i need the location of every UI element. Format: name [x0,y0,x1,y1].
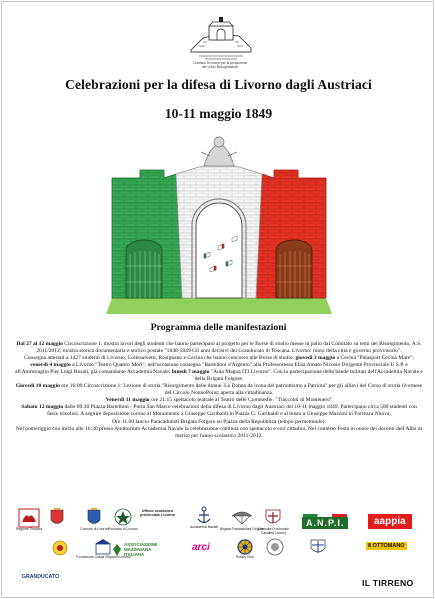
sponsor-ufficio-scolastico [140,510,175,518]
rotary-wheel-icon [236,538,254,556]
sponsor-ottomano [366,542,407,550]
sponsor-aappia [368,514,412,529]
sponsor-label [124,542,157,557]
sponsor-provincia-livorno [108,508,138,532]
sponsor-shield [310,538,326,556]
program-body [15,341,423,440]
sponsor-provincia [266,538,284,556]
program-text: ore 16:00 Circoscrizione 1: Lezione di storia "Risorgimento delle donne. La Donna da icona del patriottismo a Patriota" per gli allievi del Corso di storia livornese del Circolo NonnoPoint; aperta alla cittadinanza. [59,383,423,397]
sponsor-arci [192,542,210,553]
program-text: dalle 09:30 Piazza Bartelloni - Porta San Marco celebrazioni della difesa di Livorno dagli Austriaci del 10-11 maggio 1849. Partecipano circa 500 studenti con fasce tricolori. A seguire deposizione corone al Monumento a Giuseppe Garibaldi in Piazza G. Garibaldi e al busto a Giuseppe Mazzini in Fortezza Nuova. [47,404,417,418]
program-date: venerdì 4 maggio [30,362,71,369]
program-date: lunedì 7 maggio [171,369,210,376]
sponsor-regione-toscana [16,508,42,532]
circle-emblem-icon [52,540,68,556]
committee-logo-icon [189,16,253,62]
sponsor-consulta [258,508,289,536]
program-text: a Livorno "Teatro Quattro Mori", nell'occasione consegna "Bartelloni d'Argento" alla Professoressa Elisa Amato Nicosia Dirigente Provinciale U.S.P. e all'Ammiraglio Pier Luigi Rosati, già comandante Accademia Navale; [15,362,408,376]
sponsor-accademia-navale [190,506,218,530]
il-tirreno-logo: IL TIRRENO [362,578,414,588]
program-paragraph [15,419,423,426]
sponsor-label: Provincia di Livorno [108,527,138,531]
coat-of-arms-icon [50,508,64,528]
sponsor-label: Consulta Provinciale [258,527,289,531]
program-date: Dal 27 al 12 maggio [16,341,63,347]
sponsor-circoscrizione [52,540,68,556]
sponsor-label: Comune di Livorno [80,527,109,531]
program-text: ore 21:15 spettacolo teatrale al Teatro delle Commedie: "Tracconti di Montenero" [149,397,333,404]
page-title: Celebrazioni per la difesa di Livorno dagli Austriaci [65,77,372,92]
program-text: Nel pomeriggio con inizio alle 16:30 presso Auditorium Accademia Navale la celebrazione continua con spettacolo e cori cittadini. Nel contesto Festa in onore dei docenti dell'Albo di merito per l'anno scolastico 2011-2012. [15,425,423,439]
sponsor-mazziniana [112,542,157,557]
ottomano-logo: 8 OTTOMANO [368,543,405,549]
sponsor-label: provinciale Livorno [140,512,176,517]
program-text: "Aula Magna ITI Livorno". Con la partecipazione delle bande militari dell'Accademia Navale e della Brigata Folgore. [194,369,423,383]
program-paragraph [15,426,423,440]
sponsor-rotary [236,538,254,560]
program-date: Venerdì 11 maggio [105,397,150,404]
crest-icon [264,508,282,528]
program-heading: Programma delle manifestazioni [150,322,287,333]
tricolor-gate-illustration [106,134,332,314]
program-text: Circoscrizione 1: mostra lavori degli studenti che hanno partecipato al progetto per le Borse di studio messe in palio dal Comitato su temi del Risorgimento, A.S. 2011/2012; mostra storica documentaria e storico postale "1848-1849 Gli anni decisivi del Granducato di Toscana. Livorno: ruolo della città e governo provvisorio". [36,341,422,355]
ass-line: ASSOCIAZIONE [124,542,158,547]
logo-caption: Comitato livornese per la promozione dei valori Risorgimentali [192,61,248,70]
program-paragraph [15,355,423,383]
sponsor-label: Rotary Club [236,555,254,559]
foundation-icon [94,538,112,556]
sponsor-label: Cavalieri Livorno [260,530,287,535]
shield-icon [310,538,326,556]
ass-line: ITALIANA [124,552,145,557]
program-paragraph [15,383,423,397]
arci-logo: arci [192,542,210,553]
star-emblem-icon [114,508,132,528]
sponsor-label: Fondazione Cassa Risparmi Livorno [76,555,131,559]
poster [1,1,434,598]
ass-line: MAZZINIANA [124,547,152,552]
sponsor-label: Accademia Navale [190,525,219,529]
event-dates: 10-11 maggio 1849 [164,106,273,121]
program-text: Consegna attestati a 1427 studenti di Livorno, Collesalvetti, Rosignano e Cecina che hanno concorso alle Borse di studio: [24,355,296,362]
sponsor-anpi [302,514,348,529]
sponsor-label: Regione Toscana [16,527,43,531]
program-date: Giovedì 10 maggio [15,383,60,390]
anchor-icon [196,506,212,526]
sponsor-comune-livorno-2 [80,508,108,532]
program-date: giovedì 3 maggio [295,355,336,362]
sponsor-label: Ufficio scolastico [141,509,174,513]
program-text: a Cecina "Palasport Cecina Mare"; [335,355,414,362]
sponsor-il-tirreno [362,578,414,588]
seal-icon [266,538,284,556]
sponsor-logos [2,502,434,597]
program-paragraph [15,404,423,418]
parachute-wings-icon [230,508,254,528]
sponsor-comune-livorno [50,508,64,528]
granducato-logo: GRANDUCATO [22,574,59,580]
regione-toscana-icon [18,508,40,528]
anpi-logo: A.N.P.I. [302,517,348,529]
program-paragraph [15,341,423,355]
sponsor-label: Brigata Paracadutisti Folgore [220,527,264,531]
sponsor-granducato [22,574,59,580]
program-date: Sabato 12 maggio [21,404,64,411]
program-text: Ore 11.00 lancio Paracadutisti Brigata Folgore su Piazza della Repubblica (tempo permettendo). [112,418,326,425]
coat-of-arms-icon [87,508,101,528]
aappia-logo: aappia [368,514,412,529]
mazzini-emblem-icon [112,543,122,557]
